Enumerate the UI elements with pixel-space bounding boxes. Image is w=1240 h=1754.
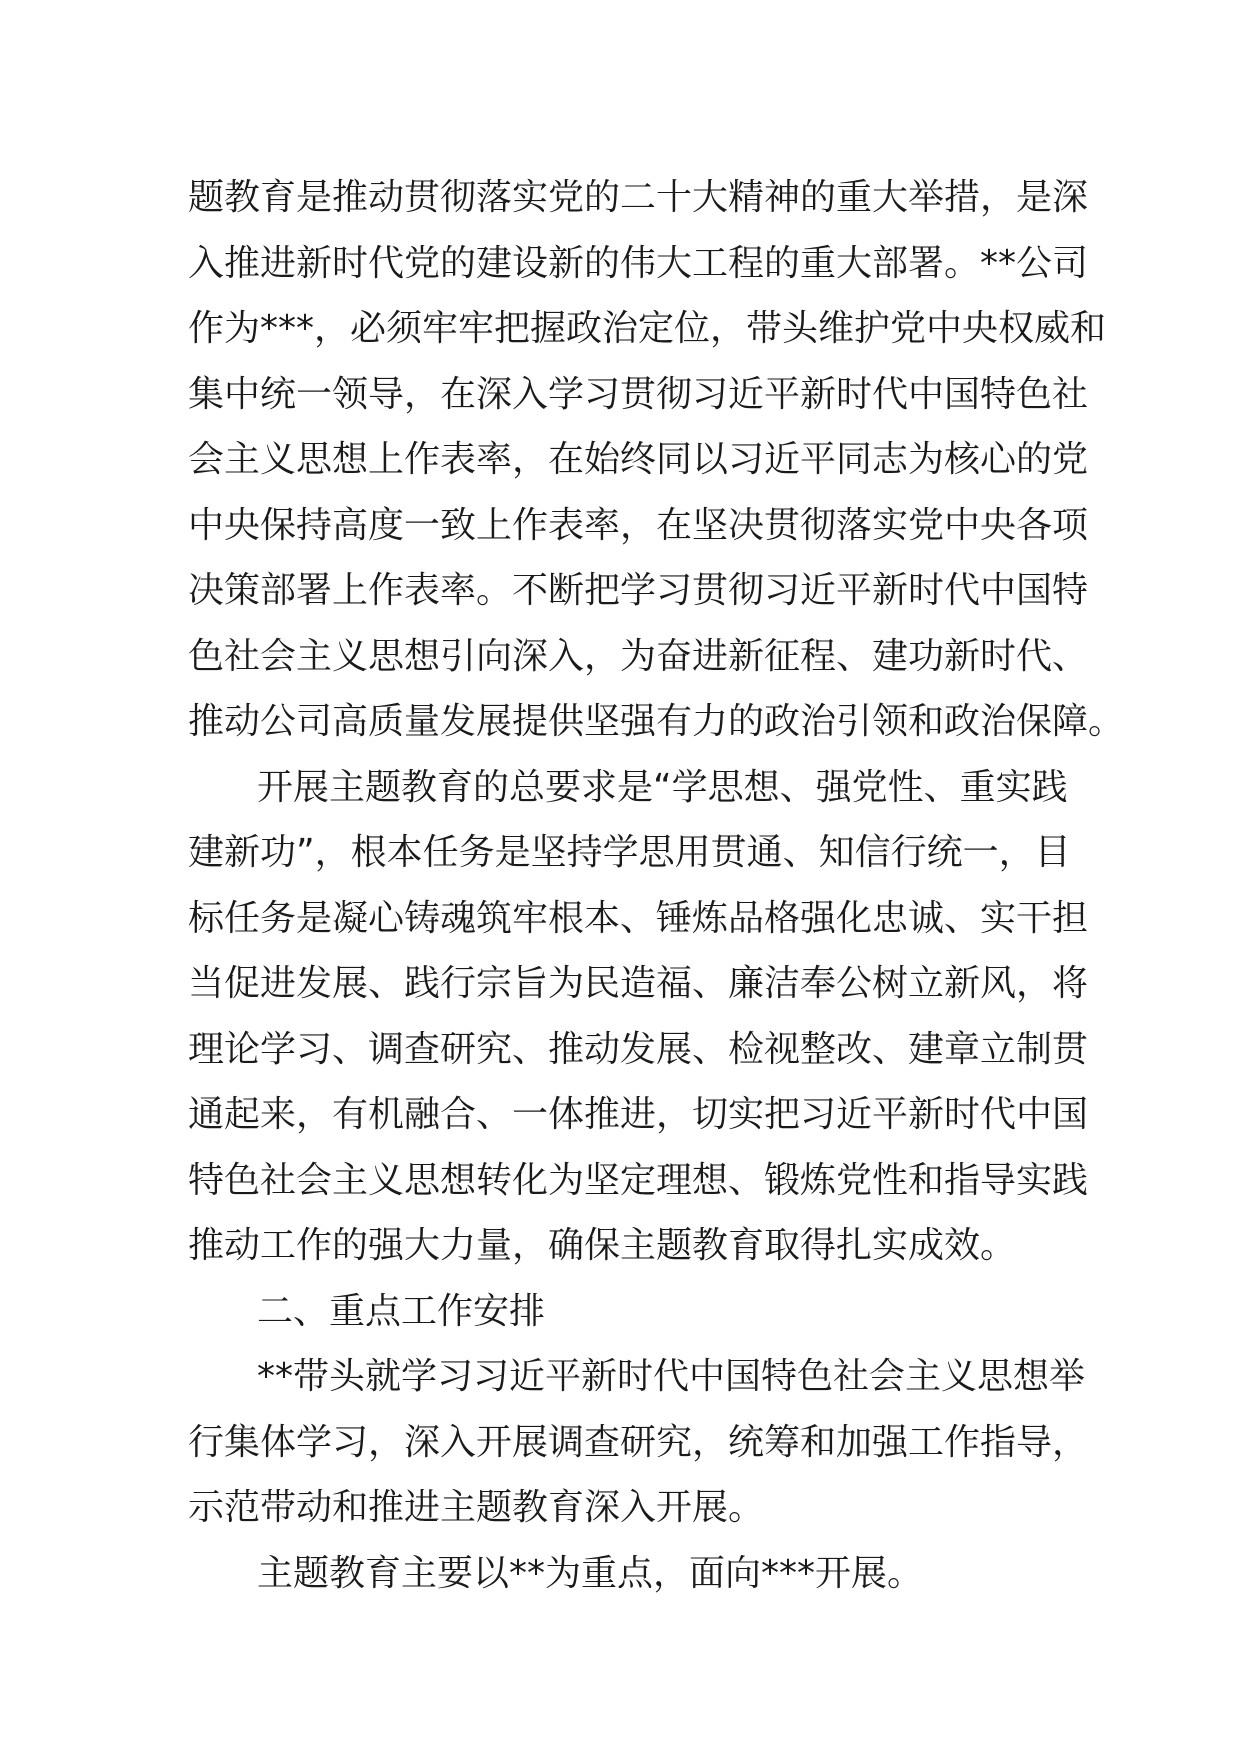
body-line: 特色社会主义思想转化为坚定理想、锻炼党性和指导实践	[188, 1159, 1089, 1201]
document-body	[188, 165, 1125, 1606]
body-line: 题教育是推动贯彻落实党的二十大精神的重大举措，是深	[188, 177, 1089, 218]
body-line: 入推进新时代党的建设新的伟大工程的重大部署。**公司	[188, 242, 1089, 284]
body-line: 决策部署上作表率。不断把学习贯彻习近平新时代中国特	[188, 570, 1089, 611]
body-line: 会主义思想上作表率，在始终同以习近平同志为核心的党	[188, 439, 1089, 480]
body-line: 推动公司高质量发展提供坚强有力的政治引领和政治保障。	[188, 701, 1125, 742]
body-line: 通起来，有机融合、一体推进，切实把习近平新时代中国	[188, 1094, 1089, 1135]
paragraph-first-line: 主题教育主要以**为重点，面向***开展。	[257, 1552, 924, 1594]
body-line: 行集体学习，深入开展调查研究，统筹和加强工作指导，	[188, 1421, 1089, 1463]
body-line: 推动工作的强大力量，确保主题教育取得扎实成效。	[188, 1225, 1017, 1266]
section-heading: 二、重点工作安排	[257, 1290, 546, 1332]
body-line: 中央保持高度一致上作表率，在坚决贯彻落实党中央各项	[188, 504, 1089, 546]
body-line: 标任务是凝心铸魂筑牢根本、锤炼品格强化忠诚、实干担	[188, 897, 1089, 939]
paragraph-first-line: **带头就学习习近平新时代中国特色社会主义思想举	[257, 1356, 1086, 1397]
body-line: 色社会主义思想引向深入，为奋进新征程、建功新时代、	[188, 635, 1089, 677]
body-line: 示范带动和推进主题教育深入开展。	[188, 1487, 765, 1528]
body-line: 理论学习、调查研究、推动发展、检视整改、建章立制贯	[188, 1028, 1089, 1070]
body-line: 当促进发展、践行宗旨为民造福、廉洁奉公树立新风，将	[188, 963, 1089, 1004]
paragraph-first-line: 开展主题教育的总要求是“学思想、强党性、重实践	[257, 766, 1068, 808]
body-line: 建新功”，根本任务是坚持学思用贯通、知信行统一，目	[188, 832, 1071, 873]
body-line: 集中统一领导，在深入学习贯彻习近平新时代中国特色社	[188, 373, 1089, 415]
body-line: 作为***，必须牢牢把握政治定位，带头维护党中央权威和	[188, 308, 1107, 349]
